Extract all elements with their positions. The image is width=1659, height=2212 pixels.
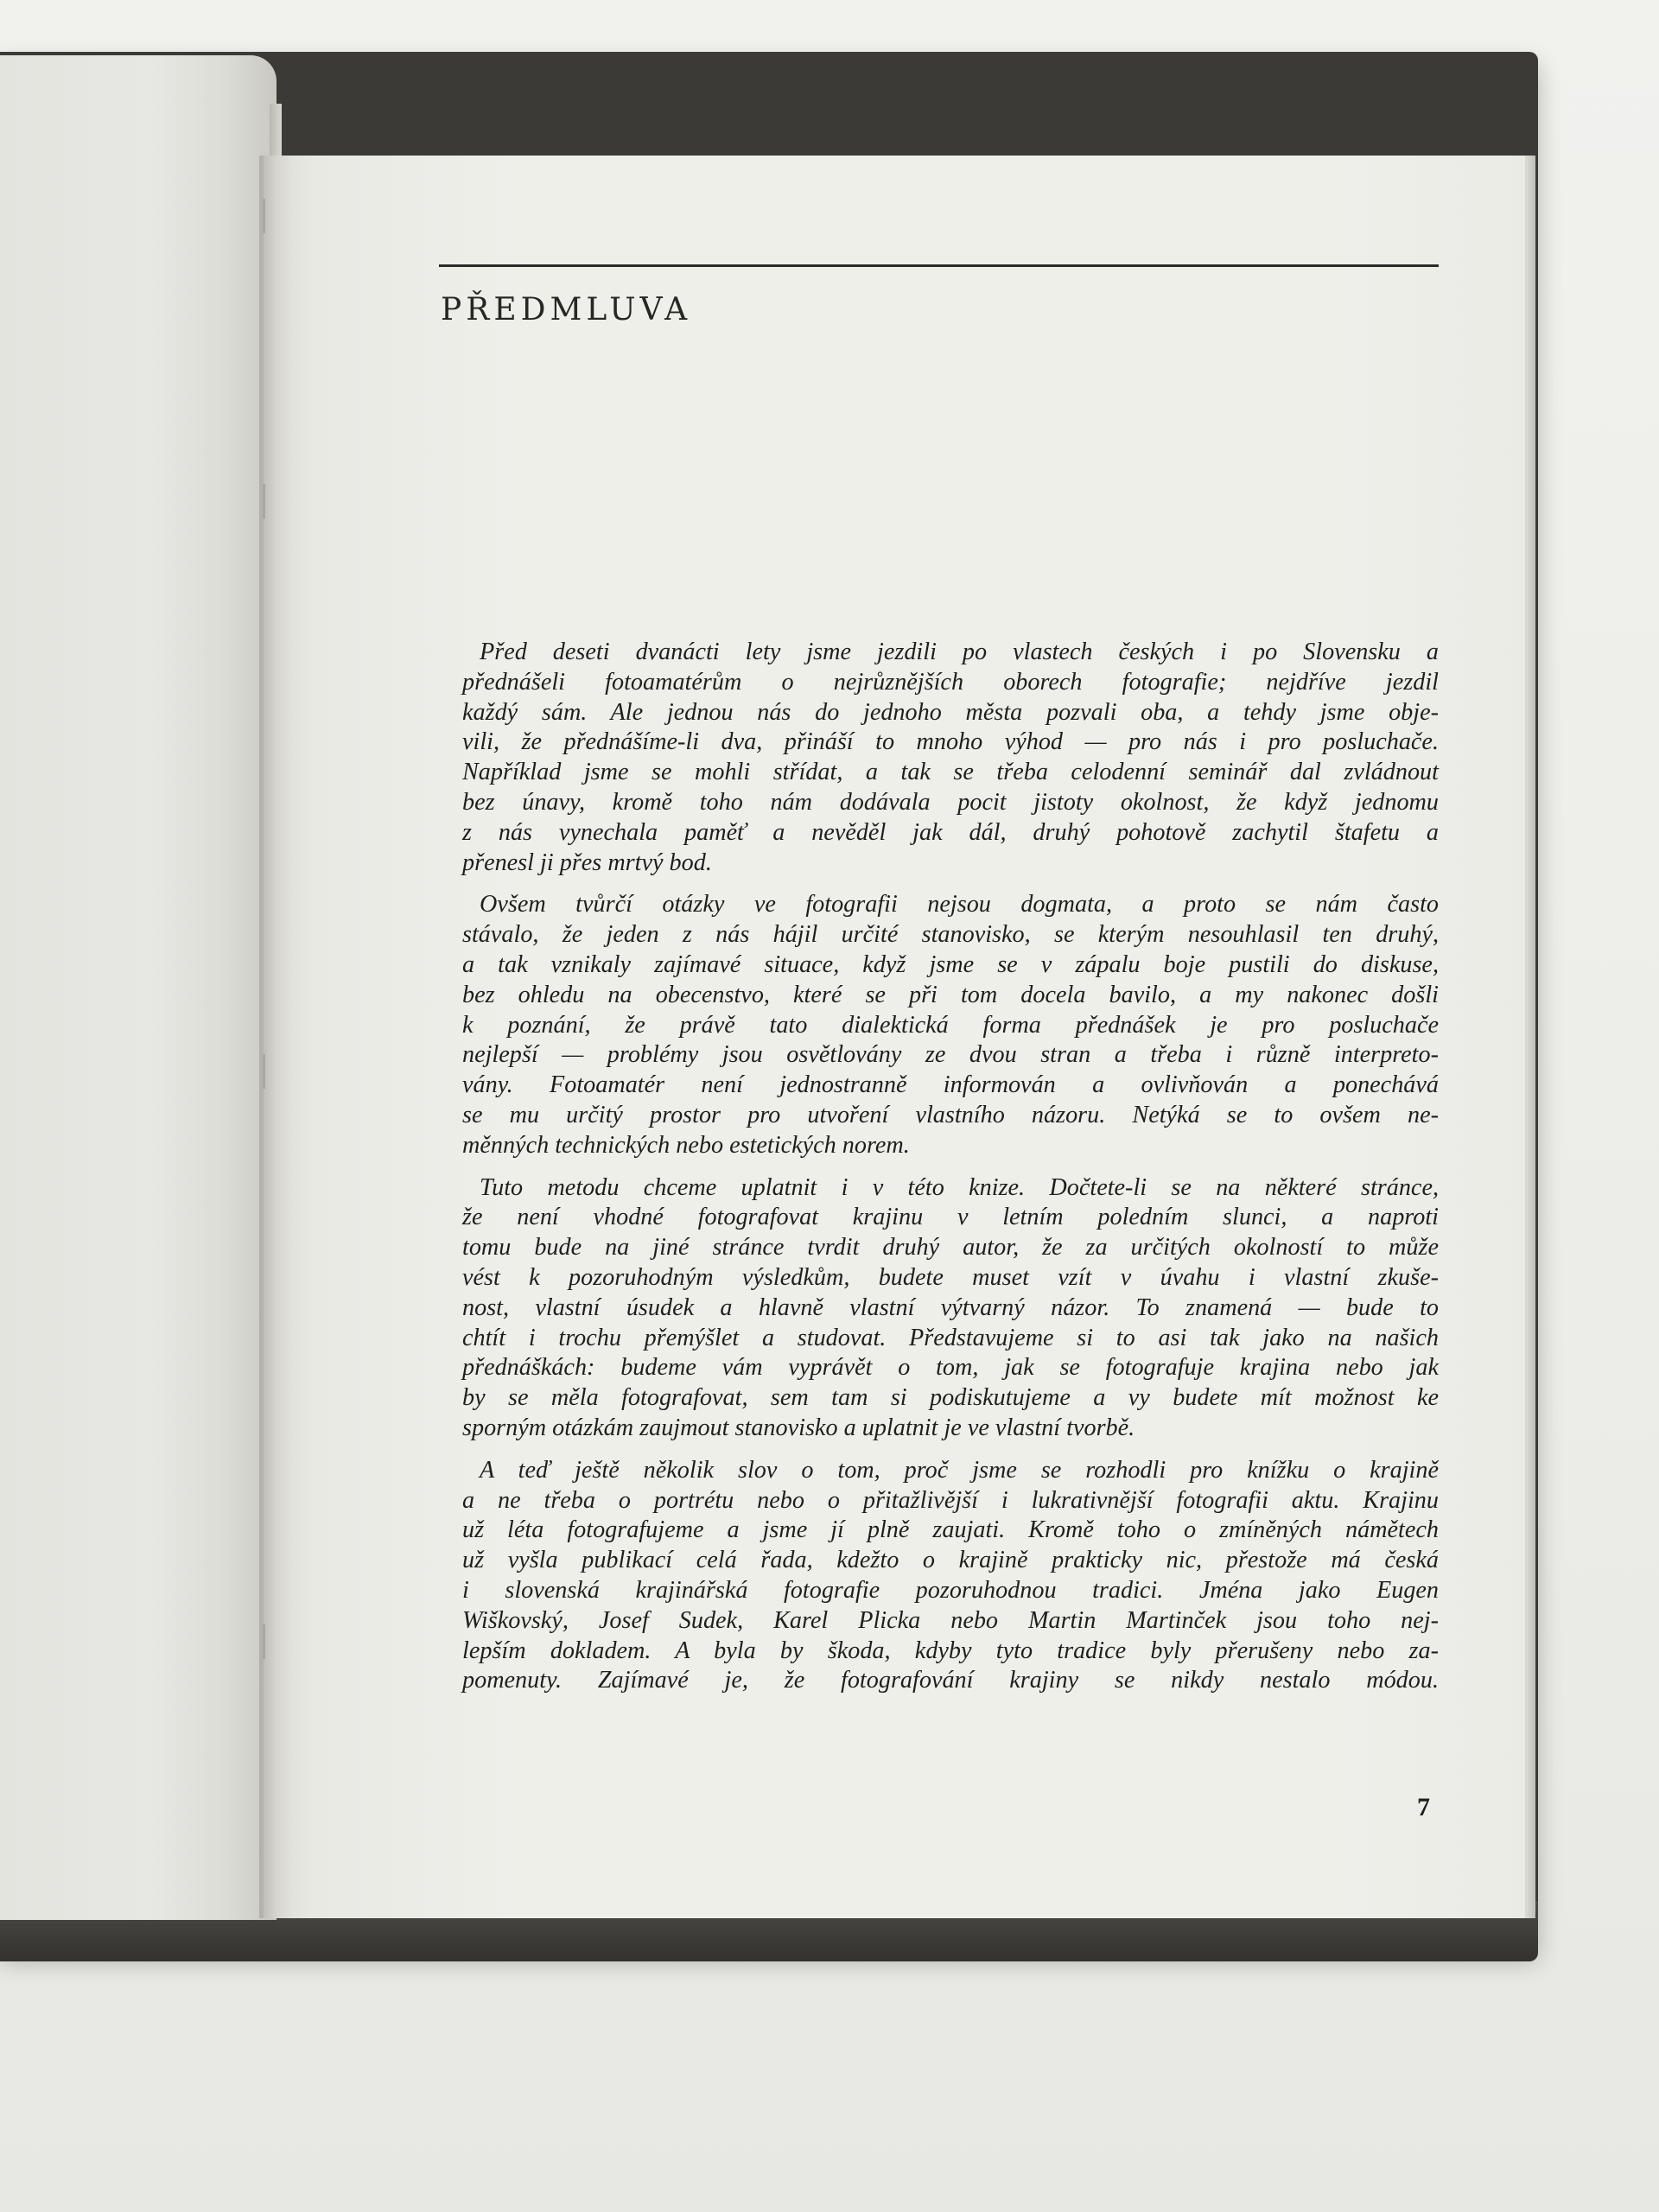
- text-line: i slovenská krajinářská fotografie pozoruhodnou tradici. Jména jako Eugen: [462, 1576, 1439, 1604]
- preface-body: [462, 638, 1439, 1708]
- text-line: vili, že přednášíme-li dva, přináší to mnoho výhod — pro nás i pro posluchače.: [462, 728, 1439, 756]
- text-line: Například jsme se mohli střídat, a tak se třeba celodenní seminář dal zvládnout: [462, 759, 1439, 786]
- text-line: se mu určitý prostor pro utvoření vlastního názoru. Netýká se to ovšem ne-: [462, 1101, 1439, 1128]
- text-line: už vyšla publikací celá řada, kdežto o krajině prakticky nic, přestože má česká: [462, 1547, 1439, 1574]
- text-line: každý sám. Ale jednou nás do jednoho města pozvali oba, a tehdy jsme obje-: [462, 698, 1439, 726]
- text-line: Před deseti dvanácti lety jsme jezdili po vlastech českých i po Slovensku a: [480, 639, 1439, 665]
- text-line: a ne třeba o portrétu nebo o přitažlivější i lukrativnější fotografii aktu. Krajinu: [462, 1486, 1439, 1514]
- text-line: že není vhodné fotografovat krajinu v letním poledním slunci, a naproti: [462, 1204, 1439, 1231]
- text-line: nejlepší — problémy jsou osvětlovány ze dvou stran a třeba i různě interpreto-: [462, 1041, 1439, 1069]
- page-number: 7: [1417, 1793, 1430, 1821]
- binding-stitch: [263, 1054, 265, 1089]
- text-line: sporným otázkám zaujmout stanovisko a uplatnit je ve vlastní tvorbě.: [462, 1414, 1135, 1441]
- text-line: bez únavy, kromě toho nám dodávala pocit jistoty okolnost, že když jednomu: [462, 788, 1439, 816]
- text-line: Ovšem tvůrčí otázky ve fotografii nejsou dogmata, a proto se nám často: [480, 891, 1439, 918]
- chapter-heading: PŘEDMLUVA: [441, 292, 692, 327]
- text-line: měnných technických nebo estetických norem.: [462, 1131, 910, 1159]
- text-line: vést k pozoruhodným výsledkům, budete muset vzít v úvahu i vlastní zkuše-: [462, 1263, 1439, 1291]
- text-line: by se měla fotografovat, sem tam si podiskutujeme a vy budete mít možnost ke: [462, 1384, 1439, 1412]
- text-line: Tuto metodu chceme uplatnit i v této knize. Dočtete-li se na některé stránce,: [480, 1173, 1439, 1201]
- paragraph: [462, 638, 1439, 878]
- text-line: Wiškovský, Josef Sudek, Karel Plicka nebo Martin Martinček jsou toho nej-: [462, 1606, 1439, 1634]
- text-line: A teď ještě několik slov o tom, proč jsme se rozhodli pro knížku o krajině: [480, 1456, 1439, 1484]
- text-line: nost, vlastní úsudek a hlavně vlastní výtvarný názor. To znamená — bude to: [462, 1294, 1439, 1321]
- paragraph: [462, 1456, 1439, 1696]
- binding-stitch: [263, 199, 265, 233]
- text-line: přednáškách: budeme vám vyprávět o tom, jak se fotografuje krajina nebo jak: [462, 1354, 1439, 1382]
- text-line: tomu bude na jiné stránce tvrdit druhý autor, že za určitých okolností to může: [462, 1234, 1439, 1262]
- text-line: lepším dokladem. A byla by škoda, kdyby tyto tradice byly přerušeny nebo za-: [462, 1637, 1439, 1664]
- binding-stitch: [263, 484, 265, 518]
- text-line: chtít i trochu přemýšlet a studovat. Představujeme si to asi tak jako na našich: [462, 1324, 1439, 1351]
- paragraph: [462, 890, 1439, 1160]
- binding-stitch: [263, 1624, 265, 1659]
- text-line: vány. Fotoamatér není jednostranně informován a ovlivňován a ponechává: [462, 1071, 1439, 1099]
- left-page: [0, 55, 276, 1920]
- heading-rule: [439, 264, 1439, 267]
- text-line: přednášeli fotoamatérům o nejrůznějších oborech fotografie; nejdříve jezdil: [462, 668, 1439, 696]
- text-line: a tak vznikaly zajímavé situace, když jsme se v zápalu boje pustili do diskuse,: [462, 950, 1439, 978]
- text-line: z nás vynechala paměť a nevěděl jak dál, druhý pohotově zachytil štafetu a: [462, 818, 1439, 846]
- text-line: stávalo, že jeden z nás hájil určité stanovisko, se kterým nesouhlasil ten druhý,: [462, 921, 1439, 949]
- text-line: bez ohledu na obecenstvo, které se při tom docela bavilo, a my nakonec došli: [462, 981, 1439, 1008]
- text-line: už léta fotografujeme a jsme jí plně zaujati. Kromě toho o zmíněných námětech: [462, 1516, 1439, 1544]
- paragraph: [462, 1173, 1439, 1444]
- text-line: pomenuty. Zajímavé je, že fotografování krajiny se nikdy nestalo módou.: [462, 1667, 1439, 1694]
- text-line: přenesl ji přes mrtvý bod.: [462, 849, 712, 876]
- text-line: k poznání, že právě tato dialektická forma přednášek je pro posluchače: [462, 1011, 1439, 1039]
